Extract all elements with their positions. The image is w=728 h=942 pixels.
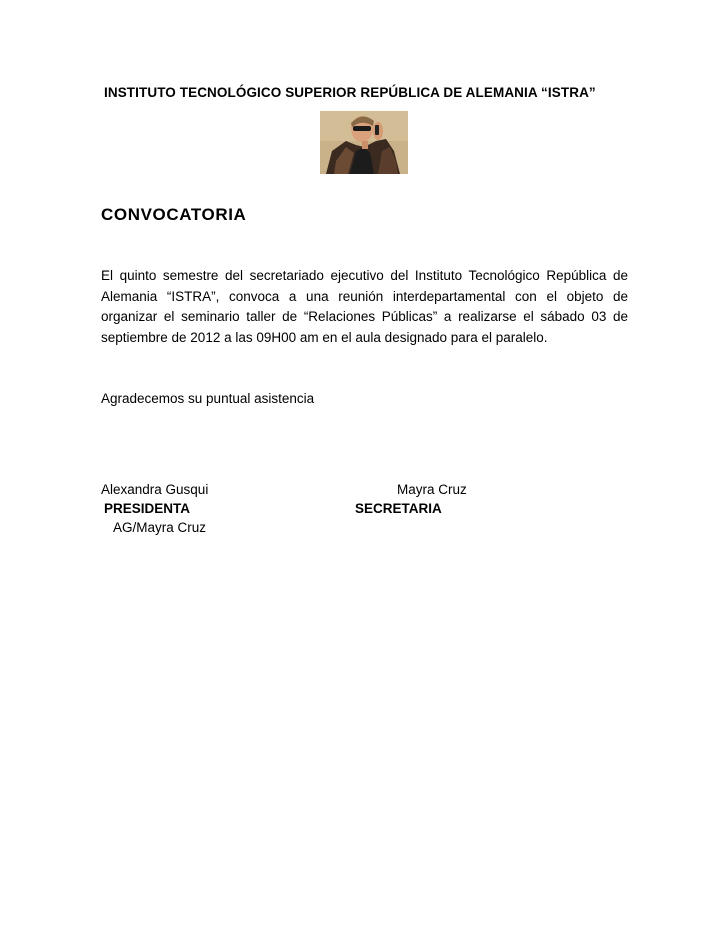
thanks-line: Agradecemos su puntual asistencia (101, 391, 315, 406)
document-title: CONVOCATORIA (101, 205, 247, 224)
institution-header: INSTITUTO TECNOLÓGICO SUPERIOR REPÚBLICA DE ALEMANIA “ISTRA” (104, 85, 596, 100)
signature-right-name: Mayra Cruz (397, 482, 467, 497)
signature-right-role: SECRETARIA (355, 501, 442, 516)
signature-left-name: Alexandra Gusqui (101, 482, 209, 497)
signature-left-role: PRESIDENTA (104, 501, 191, 516)
reference-initials: AG/Mayra Cruz (113, 520, 207, 535)
body-paragraph: El quinto semestre del secretariado ejecutivo del Instituto Tecnológico República de Alemania “ISTRA”, convoca a una reunión interdepartamental con el objeto de organizar el seminario taller de “Relaciones Públicas” a realizarse el sábado 03 de septiembre de 2012 a las 09H00 am en el aula designado para el paralelo. (101, 268, 628, 345)
person-photo (320, 111, 408, 174)
